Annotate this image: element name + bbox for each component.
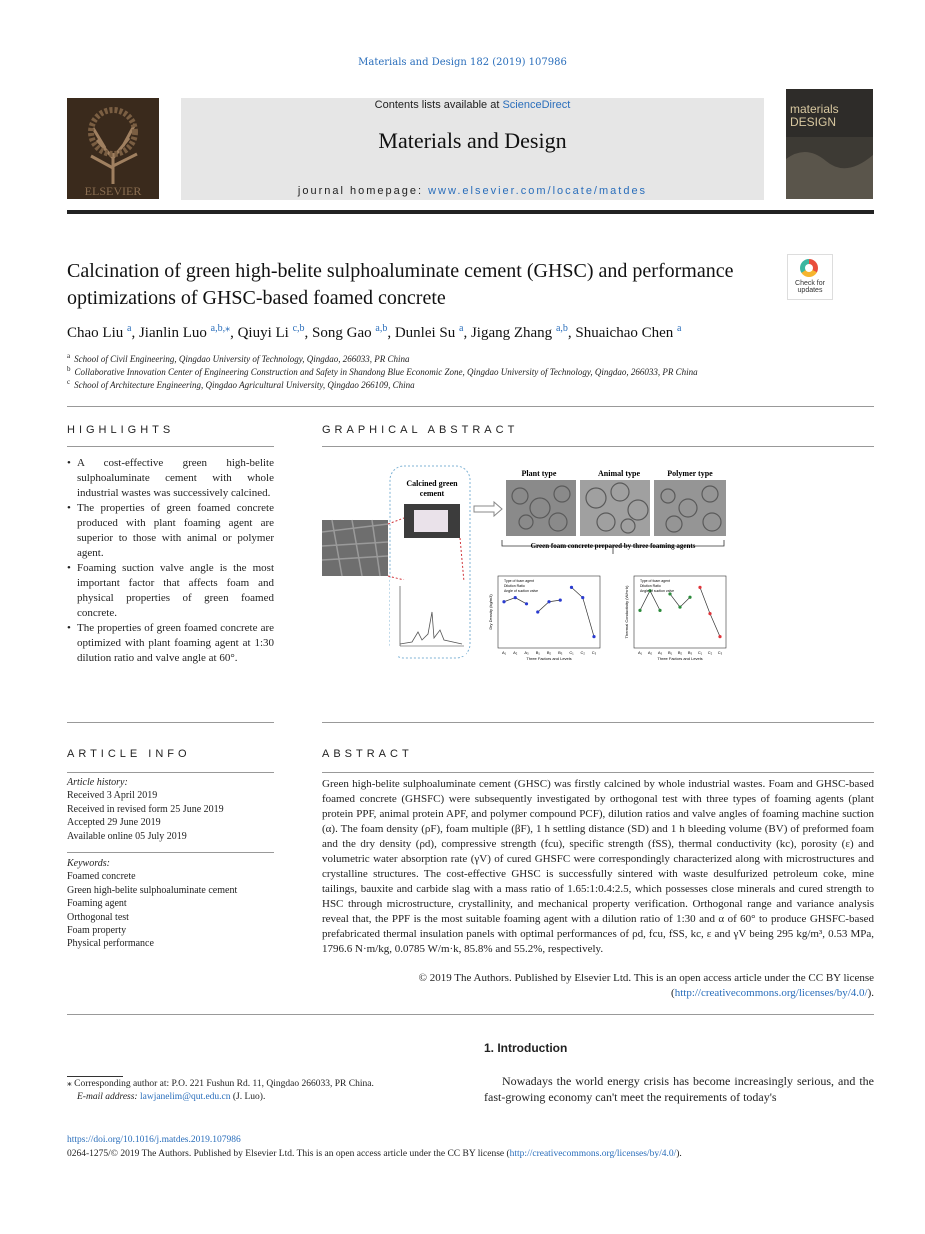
animal-foam-photo: [580, 480, 650, 536]
paper-title: Calcination of green high-belite sulphoaluminate cement (GHSC) and performance optimizations of GHSC-based foamed concrete: [67, 260, 734, 309]
legend-entry: Angle of suction valve: [640, 589, 675, 593]
legend-entry: Type of foam agent: [640, 579, 670, 583]
highlight-item: • A cost-effective green high-belite sulphoaluminate cement with whole industrial wastes was successively calcined.: [67, 456, 274, 501]
tick-label: C₃: [717, 650, 723, 655]
connector-line: [460, 538, 464, 582]
data-point: [658, 609, 661, 612]
abstract-heading: ABSTRACT: [322, 748, 413, 760]
license-text: © 2019 The Authors. Published by Elsevier Ltd. This is an open access article under the CC BY license (: [418, 972, 874, 999]
article-info: [67, 776, 274, 843]
divider: [67, 852, 274, 853]
keyword: Foaming agent: [67, 898, 127, 910]
foam-type-label: Animal type: [598, 469, 640, 478]
keywords: [67, 857, 274, 951]
data-point: [502, 600, 505, 603]
email-label: E-mail address:: [77, 1092, 138, 1102]
calcined-label: Calcined green cement: [406, 479, 458, 498]
divider: [67, 1014, 874, 1015]
x-axis-label: Three Factors and Levels: [657, 656, 703, 661]
author[interactable]: Jianlin Luo: [138, 325, 207, 341]
tick-label: B₁: [667, 650, 673, 655]
foam-type-label: Polymer type: [667, 469, 713, 478]
data-point: [678, 605, 681, 608]
author-list: Chao Liu $^a$, Jianlin Luo $^{a,b,⁎}$, Qiuyi Li $^{c,b}$, Song Gao $^{a,b}$, Dunlei Su $^a$, Jigang Zhang $^{a,b}$, Shuaichao Chen $^a$: [67, 323, 682, 341]
tick-label: A₁: [501, 650, 507, 655]
tick-label: B₁: [535, 650, 540, 655]
footnote-rule: [67, 1076, 123, 1077]
tick-label: B₃: [558, 650, 563, 655]
keywords-label: Keywords:: [67, 858, 110, 869]
thermal-conductivity-chart: [624, 576, 726, 661]
history-item: Received 3 April 2019: [67, 790, 158, 802]
author-affiliation-mark[interactable]: a: [127, 323, 132, 334]
dry-density-chart: [488, 576, 600, 661]
contents-line: [181, 99, 764, 111]
keyword: Green high-belite sulphoaluminate cement: [67, 884, 238, 896]
author-affiliation-mark[interactable]: a: [677, 323, 682, 334]
corresponding-author: ⁎ Corresponding author at: P.O. 221 Fushun Rd. 11, Qingdao 266033, PR China.: [67, 1079, 374, 1089]
keyword: Foamed concrete: [67, 871, 136, 883]
issn-close: ).: [676, 1149, 682, 1159]
data-point: [638, 609, 641, 612]
foam-banner: Green foam concrete prepared by three foaming agents: [530, 542, 696, 550]
author-affiliation-mark[interactable]: a: [459, 323, 464, 334]
history-item: Accepted 29 June 2019: [67, 817, 161, 829]
data-point: [698, 586, 701, 589]
crossmark-icon: [800, 259, 818, 277]
elsevier-tree-icon: [67, 98, 159, 199]
journal-homepage-line: [181, 185, 764, 197]
divider: [322, 446, 874, 447]
highlight-item: • The properties of green foamed concrete produced with plant foaming agent are superior to those with animal or polymer agent.: [67, 501, 274, 561]
y-axis-label: Thermal Conductivity (W/m·k): [624, 585, 629, 639]
legend-entry: Dilution Ratio: [504, 584, 525, 588]
tick-label: A₃: [657, 650, 663, 655]
history-label: Article history:: [67, 777, 128, 788]
tick-label: B₂: [677, 650, 683, 655]
affiliation-mark: a: [67, 352, 71, 360]
author[interactable]: Shuaichao Chen: [575, 325, 674, 341]
keyword: Orthogonal test: [67, 911, 129, 923]
xrd-panel: [390, 580, 466, 656]
header-rule: [67, 210, 874, 214]
foam-type-label: Plant type: [521, 469, 557, 478]
tick-label: C₂: [580, 650, 585, 655]
tick-label: A₃: [524, 650, 529, 655]
legend-entry: Angle of suction valve: [504, 589, 539, 593]
tick-label: C₁: [569, 650, 574, 655]
affiliation: [67, 352, 877, 364]
elsevier-logo: [67, 98, 159, 199]
data-point: [547, 600, 550, 603]
highlights-heading: HIGHLIGHTS: [67, 424, 175, 436]
introduction-text: Nowadays the world energy crisis has become increasingly serious, and the fast-growing economy can't meet the requirements of today's: [484, 1074, 874, 1104]
footnote: [67, 1078, 467, 1104]
graphical-abstract-figure: [322, 462, 732, 662]
data-point: [514, 596, 517, 599]
divider: [67, 446, 274, 447]
history-item: Received in revised form 25 June 2019: [67, 803, 224, 815]
tick-label: A₂: [513, 650, 518, 655]
data-point: [592, 635, 595, 638]
article-info-heading: ARTICLE INFO: [67, 748, 191, 760]
divider: [67, 406, 874, 407]
keyword: Foam property: [67, 925, 127, 937]
author[interactable]: Dunlei Su: [394, 325, 456, 341]
legend-entry: Type of foam agent: [504, 579, 534, 583]
affiliation-text: School of Civil Engineering, Qingdao University of Technology, Qingdao, 266033, PR China: [74, 354, 410, 364]
data-point: [525, 602, 528, 605]
tick-label: C₂: [707, 650, 713, 655]
divider: [67, 772, 274, 773]
affiliation: [67, 365, 877, 377]
affiliation-text: School of Architecture Engineering, Qingdao Agricultural University, Qingdao 266109, China: [74, 380, 415, 390]
divider: [322, 722, 874, 723]
doi-link[interactable]: https://doi.org/10.1016/j.matdes.2019.107986: [67, 1135, 241, 1145]
y-axis-label: Dry Density (kg/m3): [488, 594, 493, 630]
author-affiliation-mark[interactable]: a,b: [375, 323, 388, 334]
author-affiliation-mark[interactable]: a,b: [555, 323, 568, 334]
tick-label: B₂: [546, 650, 552, 655]
x-axis-label: Three Factors and Levels: [526, 656, 572, 661]
history-item: Available online 05 July 2019: [67, 830, 187, 842]
affiliation-mark: b: [67, 365, 71, 373]
issn-line: [67, 1149, 877, 1159]
badge-label: Check for updates: [795, 280, 825, 294]
tick-label: C₁: [697, 650, 703, 655]
divider: [322, 772, 874, 773]
graphical-abstract-heading: GRAPHICAL ABSTRACT: [322, 424, 519, 436]
cover-title: materials DESIGN: [790, 102, 839, 129]
process-arrow-icon: [474, 502, 502, 516]
journal-title: Materials and Design: [378, 128, 567, 153]
license-line: [322, 971, 874, 1001]
author[interactable]: Jigang Zhang: [470, 325, 553, 341]
tick-label: A₁: [637, 650, 643, 655]
issn-text: 0264-1275/© 2019 The Authors. Published by Elsevier Ltd. This is an open access article under the CC BY license (: [67, 1149, 510, 1159]
publisher-logo-text: ELSEVIER: [84, 184, 142, 198]
data-point: [708, 612, 711, 615]
email-suffix: (J. Luo).: [232, 1092, 266, 1102]
contents-prefix: Contents lists available at: [374, 99, 503, 111]
author[interactable]: Song Gao: [312, 325, 372, 341]
cement-sample: [414, 510, 448, 532]
tick-label: A₂: [647, 650, 653, 655]
license-link[interactable]: http://creativecommons.org/licenses/by/4.0/: [674, 987, 868, 999]
data-point: [718, 635, 721, 638]
author-affiliation-mark[interactable]: c,b: [292, 323, 305, 334]
data-point: [570, 586, 573, 589]
highlight-item: • Foaming suction valve angle is the most important factor that affects foam and physical properties of green foamed concrete.: [67, 561, 274, 621]
divider: [67, 722, 274, 723]
tick-label: C₃: [591, 650, 597, 655]
author-affiliation-mark[interactable]: a,b,⁎: [210, 323, 231, 334]
affiliation-text: Collaborative Innovation Center of Engineering Construction and Safety in Shandong Blue Economic Zone, Qingdao University of Technology, Qingdao, 266033, PR China: [74, 367, 698, 377]
data-point: [688, 596, 691, 599]
author[interactable]: Chao Liu: [67, 325, 124, 341]
highlights-list: [67, 456, 274, 666]
tick-label: B₃: [687, 650, 693, 655]
legend-entry: Dilution Ratio: [640, 584, 661, 588]
author[interactable]: Qiuyi Li: [237, 325, 289, 341]
license-close: ).: [867, 987, 874, 999]
issn-license-link[interactable]: http://creativecommons.org/licenses/by/4.0/: [509, 1149, 677, 1159]
abstract-text: Green high-belite sulphoaluminate cement (GHSC) was firstly calcined by whole industrial wastes. Foam and GHSC-based foamed concrete (GHSFC) were subsequently investigated by orthogonal test with three types of foaming agents (plant protein PPF, animal protein APF, and polymer compound PCF), dilution ratios and valve angles of foaming machine suction (α). The foam density (ρF), foam multiple (βF), 1 h settling distance (SD) and 1 h bleeding volume (BV) of preformed foam and the dry density (ρd), compressive strength (fcu), specific strength (fSS), thermal conductivity (kc), porosity (ε) and volumetric water absorption rate (γV) of cured GHSFC were correspondingly characterized along with microstructures and crystalline structures. The cost-effective GHSC is successfully sintered with waste desulfurized petroleum coke, mine tailings, bauxite and carbide slag with a mass ratio of 1.65:1:0.4:2.5, which possesses close minerals and cured strength to HSC through microstructure, crystallinity, and mechanical property verification. Orthogonal range and variance analysis reveal that, the PPF is the most suitable foaming agent with a dilution ratio of 1:30 and α of 60° to produce GHSFC-based prefabricated thermal insulation panels with optimal performances of ρd, fcu, fSS, kc, ε and γV being 295 kg/m³, 0.53 MPa, 1796.6 N·m/kg, 0.0785 W/m·k, 85.8% and 55.2%, respectively.: [322, 778, 874, 955]
introduction-heading: 1. Introduction: [484, 1041, 568, 1055]
affiliation-mark: c: [67, 378, 71, 386]
data-point: [559, 599, 562, 602]
email-link[interactable]: lawjanelim@qut.edu.cn: [139, 1092, 231, 1102]
check-for-updates-badge[interactable]: [787, 254, 833, 300]
journal-reference[interactable]: Materials and Design 182 (2019) 107986: [358, 57, 567, 68]
highlight-item: • The properties of green foamed concrete are optimized with plant foaming agent at 1:30 dilution ratio and valve angle at 60°.: [67, 621, 274, 666]
keyword: Physical performance: [67, 938, 154, 950]
homepage-prefix: journal homepage:: [297, 185, 429, 197]
journal-homepage-link[interactable]: www.elsevier.com/locate/matdes: [428, 185, 648, 197]
sciencedirect-link[interactable]: ScienceDirect: [502, 99, 571, 111]
affiliation: [67, 378, 877, 390]
data-point: [536, 610, 539, 613]
data-point: [581, 596, 584, 599]
